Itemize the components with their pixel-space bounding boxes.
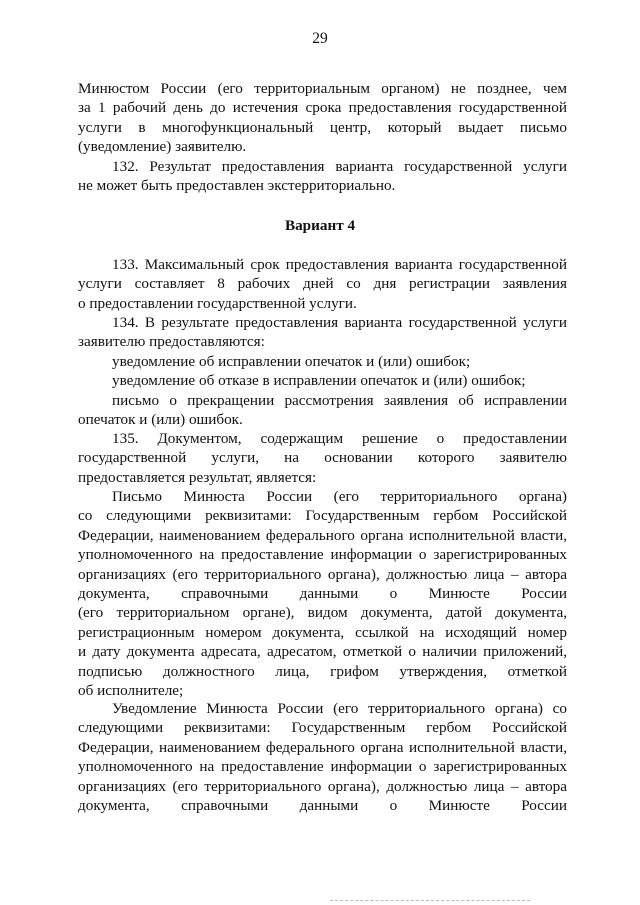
- text-line: за 1 рабочий день до истечения срока предоставления государственной: [78, 99, 567, 117]
- text-line: Федерации, наименованием федерального органа исполнительной власти,: [78, 738, 567, 756]
- text-line: об исполнителе;: [78, 682, 184, 700]
- text-line: организациях (его территориального органа), должностью лица – автора: [78, 565, 567, 583]
- text-line: следующими реквизитами: Государственным гербом Российской: [78, 719, 567, 737]
- text-line: Письмо Минюста России (его территориального органа): [112, 488, 567, 505]
- scan-edge-divider: [330, 900, 530, 902]
- text-line: Федерации, наименованием федерального органа исполнительной власти,: [78, 526, 567, 544]
- page-number: 29: [312, 30, 328, 47]
- text-line: Минюстом России (его территориальным органом) не позднее, чем: [78, 80, 567, 97]
- text-line: (его территориальном органе), видом документа, датой документа,: [78, 604, 567, 622]
- paragraph-132: [78, 157, 567, 196]
- text-line: предоставляется результат, является:: [78, 468, 317, 486]
- paragraph-134: [78, 313, 567, 429]
- list-item: уведомление об исправлении опечаток и (или) ошибок;: [112, 352, 471, 370]
- text-line: о предоставлении государственной услуги.: [78, 294, 357, 312]
- text-line: 133. Максимальный срок предоставления варианта государственной: [112, 256, 567, 273]
- text-line: 132. Результат предоставления варианта государственной услуги: [112, 158, 567, 175]
- text-line: государственной услуги, на основании которого заявителю: [78, 449, 567, 467]
- section-heading: Вариант 4: [284, 217, 356, 234]
- text-line: услуги в многофункциональный центр, который выдает письмо: [78, 118, 567, 136]
- text-line: Уведомление Минюста России (его территориального органа) со: [112, 700, 567, 717]
- text-line: заявителю предоставляются:: [78, 333, 265, 351]
- list-item: письмо о прекращении рассмотрения заявления об исправлении: [112, 391, 567, 409]
- list-item: уведомление об отказе в исправлении опечаток и (или) ошибок;: [112, 372, 526, 390]
- text-line: 135. Документом, содержащим решение о предоставлении: [112, 430, 567, 447]
- text-line: услуги составляет 8 рабочих дней со дня регистрации заявления: [78, 275, 567, 293]
- text-line: 134. В результате предоставления варианта государственной услуги: [112, 314, 567, 331]
- text-line: регистрационным номером документа, ссылкой на исходящий номер: [78, 623, 567, 641]
- paragraph-continuation: [78, 79, 567, 157]
- text-line: (уведомление) заявителю.: [78, 138, 247, 156]
- paragraph-135: [78, 429, 567, 487]
- text-line: подписью должностного лица, грифом утверждения, отметкой: [78, 662, 567, 680]
- paragraph-133: [78, 255, 567, 313]
- text-line: организациях (его территориального органа), должностью лица – автора: [78, 777, 567, 795]
- text-line: документа, справочными данными о Минюсте России: [78, 585, 567, 603]
- text-line: и дату документа адресата, адресатом, отметкой о наличии приложений,: [78, 643, 567, 661]
- text-line: со следующими реквизитами: Государственным гербом Российской: [78, 507, 567, 525]
- text-line: опечаток и (или) ошибок.: [78, 411, 243, 429]
- text-line: уполномоченного на предоставление информации о зарегистрированных: [78, 546, 567, 564]
- paragraph-notice: [78, 699, 567, 815]
- text-line: документа, справочными данными о Минюсте России: [78, 797, 567, 815]
- text-line: уполномоченного на предоставление информации о зарегистрированных: [78, 758, 567, 776]
- paragraph-letter: [78, 487, 567, 700]
- text-line: не может быть предоставлен экстерриториально.: [78, 177, 396, 195]
